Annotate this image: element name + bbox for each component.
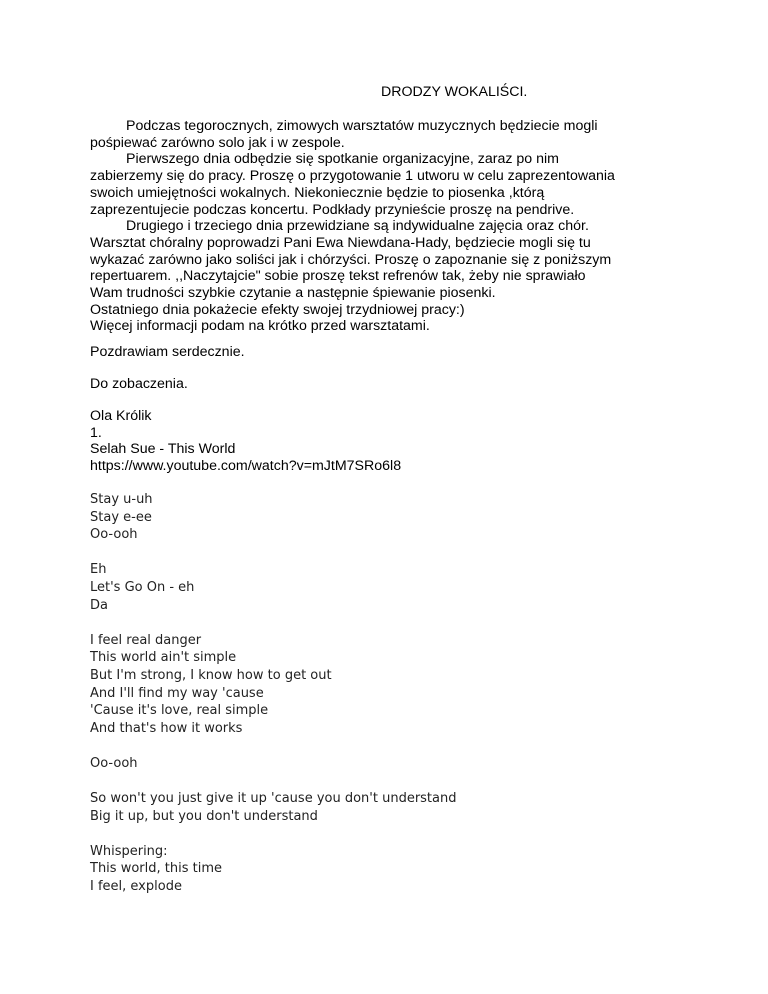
intro-line: zabierzemy się do pracy. Proszę o przygotowanie 1 utworu w celu zaprezentowania [90, 168, 615, 185]
intro-line: Pierwszego dnia odbędzie się spotkanie organizacyjne, zaraz po nim [126, 151, 559, 168]
intro-line: Ostatniego dnia pokażecie efekty swojej trzydniowej pracy:) [90, 301, 465, 318]
lyrics-stanza [90, 755, 457, 773]
intro-paragraphs [90, 118, 690, 335]
lyrics-line: I feel real danger [90, 632, 202, 648]
lyrics-line: This world ain't simple [90, 650, 237, 666]
lyrics-stanza [90, 491, 457, 544]
lyrics-line: Eh [90, 562, 107, 578]
lyrics-line: 'Cause it's love, real simple [90, 703, 269, 719]
lyrics-line: So won't you just give it up 'cause you don't understand [90, 791, 457, 807]
song-number: 1. [90, 424, 102, 441]
author-name: Ola Królik [90, 408, 152, 424]
document-title: DRODZY WOKALIŚCI. [381, 84, 528, 100]
lyrics-line: I feel, explode [90, 879, 182, 895]
lyrics-block [90, 491, 457, 913]
intro-line: Drugiego i trzeciego dnia przewidziane są indywidualne zajęcia oraz chór. [126, 218, 589, 235]
lyrics-line: Whispering: [90, 843, 168, 859]
lyrics-line: Stay e-ee [90, 509, 152, 525]
lyrics-line: Stay u-uh [90, 492, 153, 507]
lyrics-line: Oo-ooh [90, 527, 138, 543]
intro-line: swoich umiejętności wokalnych. Niekoniecznie będzie to piosenka ,którą [90, 184, 545, 201]
lyrics-line: Oo-ooh [90, 755, 138, 771]
song-url: https://www.youtube.com/watch?v=mJtM7SRo6l8 [90, 458, 402, 475]
lyrics-line: This world, this time [90, 861, 222, 877]
greeting-text: Pozdrawiam serdecznie. [90, 344, 245, 360]
lyrics-stanza [90, 843, 457, 896]
intro-line: pośpiewać zarówno solo jak i w zespole. [90, 134, 345, 151]
song-info [90, 408, 401, 475]
lyrics-stanza [90, 632, 457, 738]
intro-line: Podczas tegorocznych, zimowych warsztatów muzycznych będziecie mogli [126, 118, 598, 134]
intro-line: zaprezentujecie podczas koncertu. Podkłady przynieście proszę na pendrive. [90, 201, 575, 218]
see-you-text: Do zobaczenia. [90, 376, 188, 392]
lyrics-stanza [90, 790, 457, 825]
intro-line: repertuarem. ,,Naczytajcie" sobie proszę tekst refrenów tak, żeby nie sprawiało [90, 268, 586, 285]
intro-line: Wam trudności szybkie czytanie a następnie śpiewanie piosenki. [90, 285, 496, 302]
intro-line: wykazać zarówno jako soliści jak i chórzyści. Proszę o zapoznanie się z poniższym [90, 251, 612, 268]
intro-line: Więcej informacji podam na krótko przed warsztatami. [90, 318, 430, 335]
lyrics-line: And that's how it works [90, 720, 243, 736]
intro-line: Warsztat chóralny poprowadzi Pani Ewa Niewdana-Hady, będziecie mogli się tu [90, 234, 591, 251]
lyrics-line: But I'm strong, I know how to get out [90, 667, 332, 683]
lyrics-line: Da [90, 597, 108, 613]
lyrics-stanza [90, 561, 457, 614]
song-title: Selah Sue - This World [90, 441, 236, 458]
lyrics-line: Let's Go On - eh [90, 579, 195, 595]
lyrics-line: And I'll find my way 'cause [90, 685, 264, 701]
lyrics-line: Big it up, but you don't understand [90, 808, 318, 824]
